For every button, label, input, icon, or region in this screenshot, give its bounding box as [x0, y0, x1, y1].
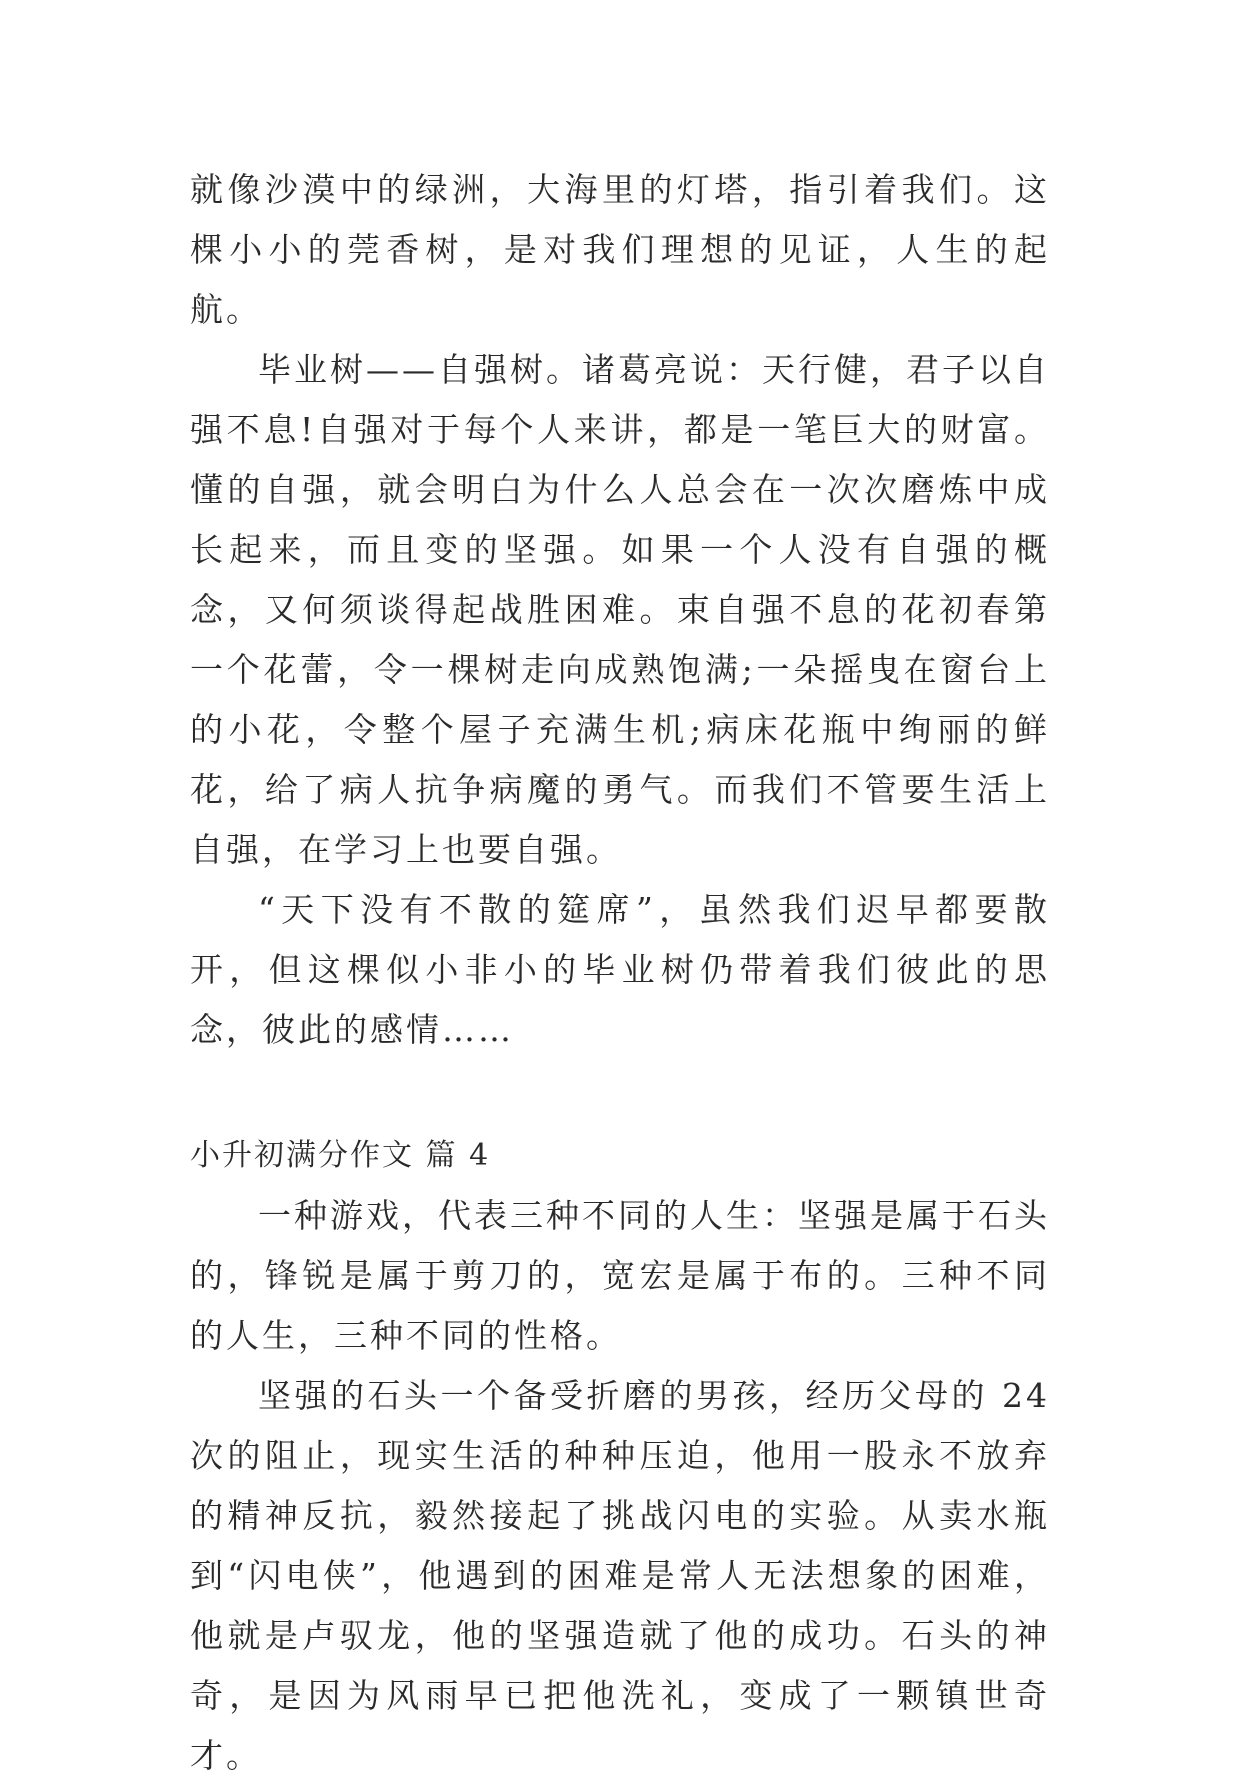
paragraph-continuation: 就像沙漠中的绿洲，大海里的灯塔，指引着我们。这棵小小的莞香树，是对我们理想的见证，人生的起航。: [190, 170, 1050, 329]
document-body: [190, 160, 1050, 1786]
section-gap: [190, 1060, 1050, 1126]
paragraph-graduation-tree: 毕业树——自强树。诸葛亮说：天行健，君子以自强不息!自强对于每个人来讲，都是一笔巨大的财富。懂的自强，就会明白为什么人总会在一次次磨炼中成长起来，而且变的坚强。如果一个人没有自强的概念，又何须谈得起战胜困难。束自强不息的花初春第一个花蕾，令一棵树走向成熟饱满;一朵摇曳在窗台上的小花，令整个屋子充满生机;病床花瓶中绚丽的鲜花，给了病人抗争病魔的勇气。而我们不管要生活上自强，在学习上也要自强。: [190, 350, 1050, 869]
section-heading: 小升初满分作文 篇 4: [190, 1138, 491, 1173]
paragraph-three-lives: 一种游戏，代表三种不同的人生：坚强是属于石头的，锋锐是属于剪刀的，宽宏是属于布的。三种不同的人生，三种不同的性格。: [190, 1196, 1050, 1355]
paragraph-farewell: “天下没有不散的筵席”，虽然我们迟早都要散开，但这棵似小非小的毕业树仍带着我们彼此的思念，彼此的感情……: [190, 890, 1050, 1049]
paragraph-strong-stone: 坚强的石头一个备受折磨的男孩，经历父母的 24 次的阻止，现实生活的种种压迫，他用一股永不放弃的精神反抗，毅然接起了挑战闪电的实验。从卖水瓶到“闪电侠”，他遇到的困难是常人无法想象的困难，他就是卢驭龙，他的坚强造就了他的成功。石头的神奇，是因为风雨早已把他洗礼，变成了一颗镇世奇才。: [190, 1376, 1050, 1775]
